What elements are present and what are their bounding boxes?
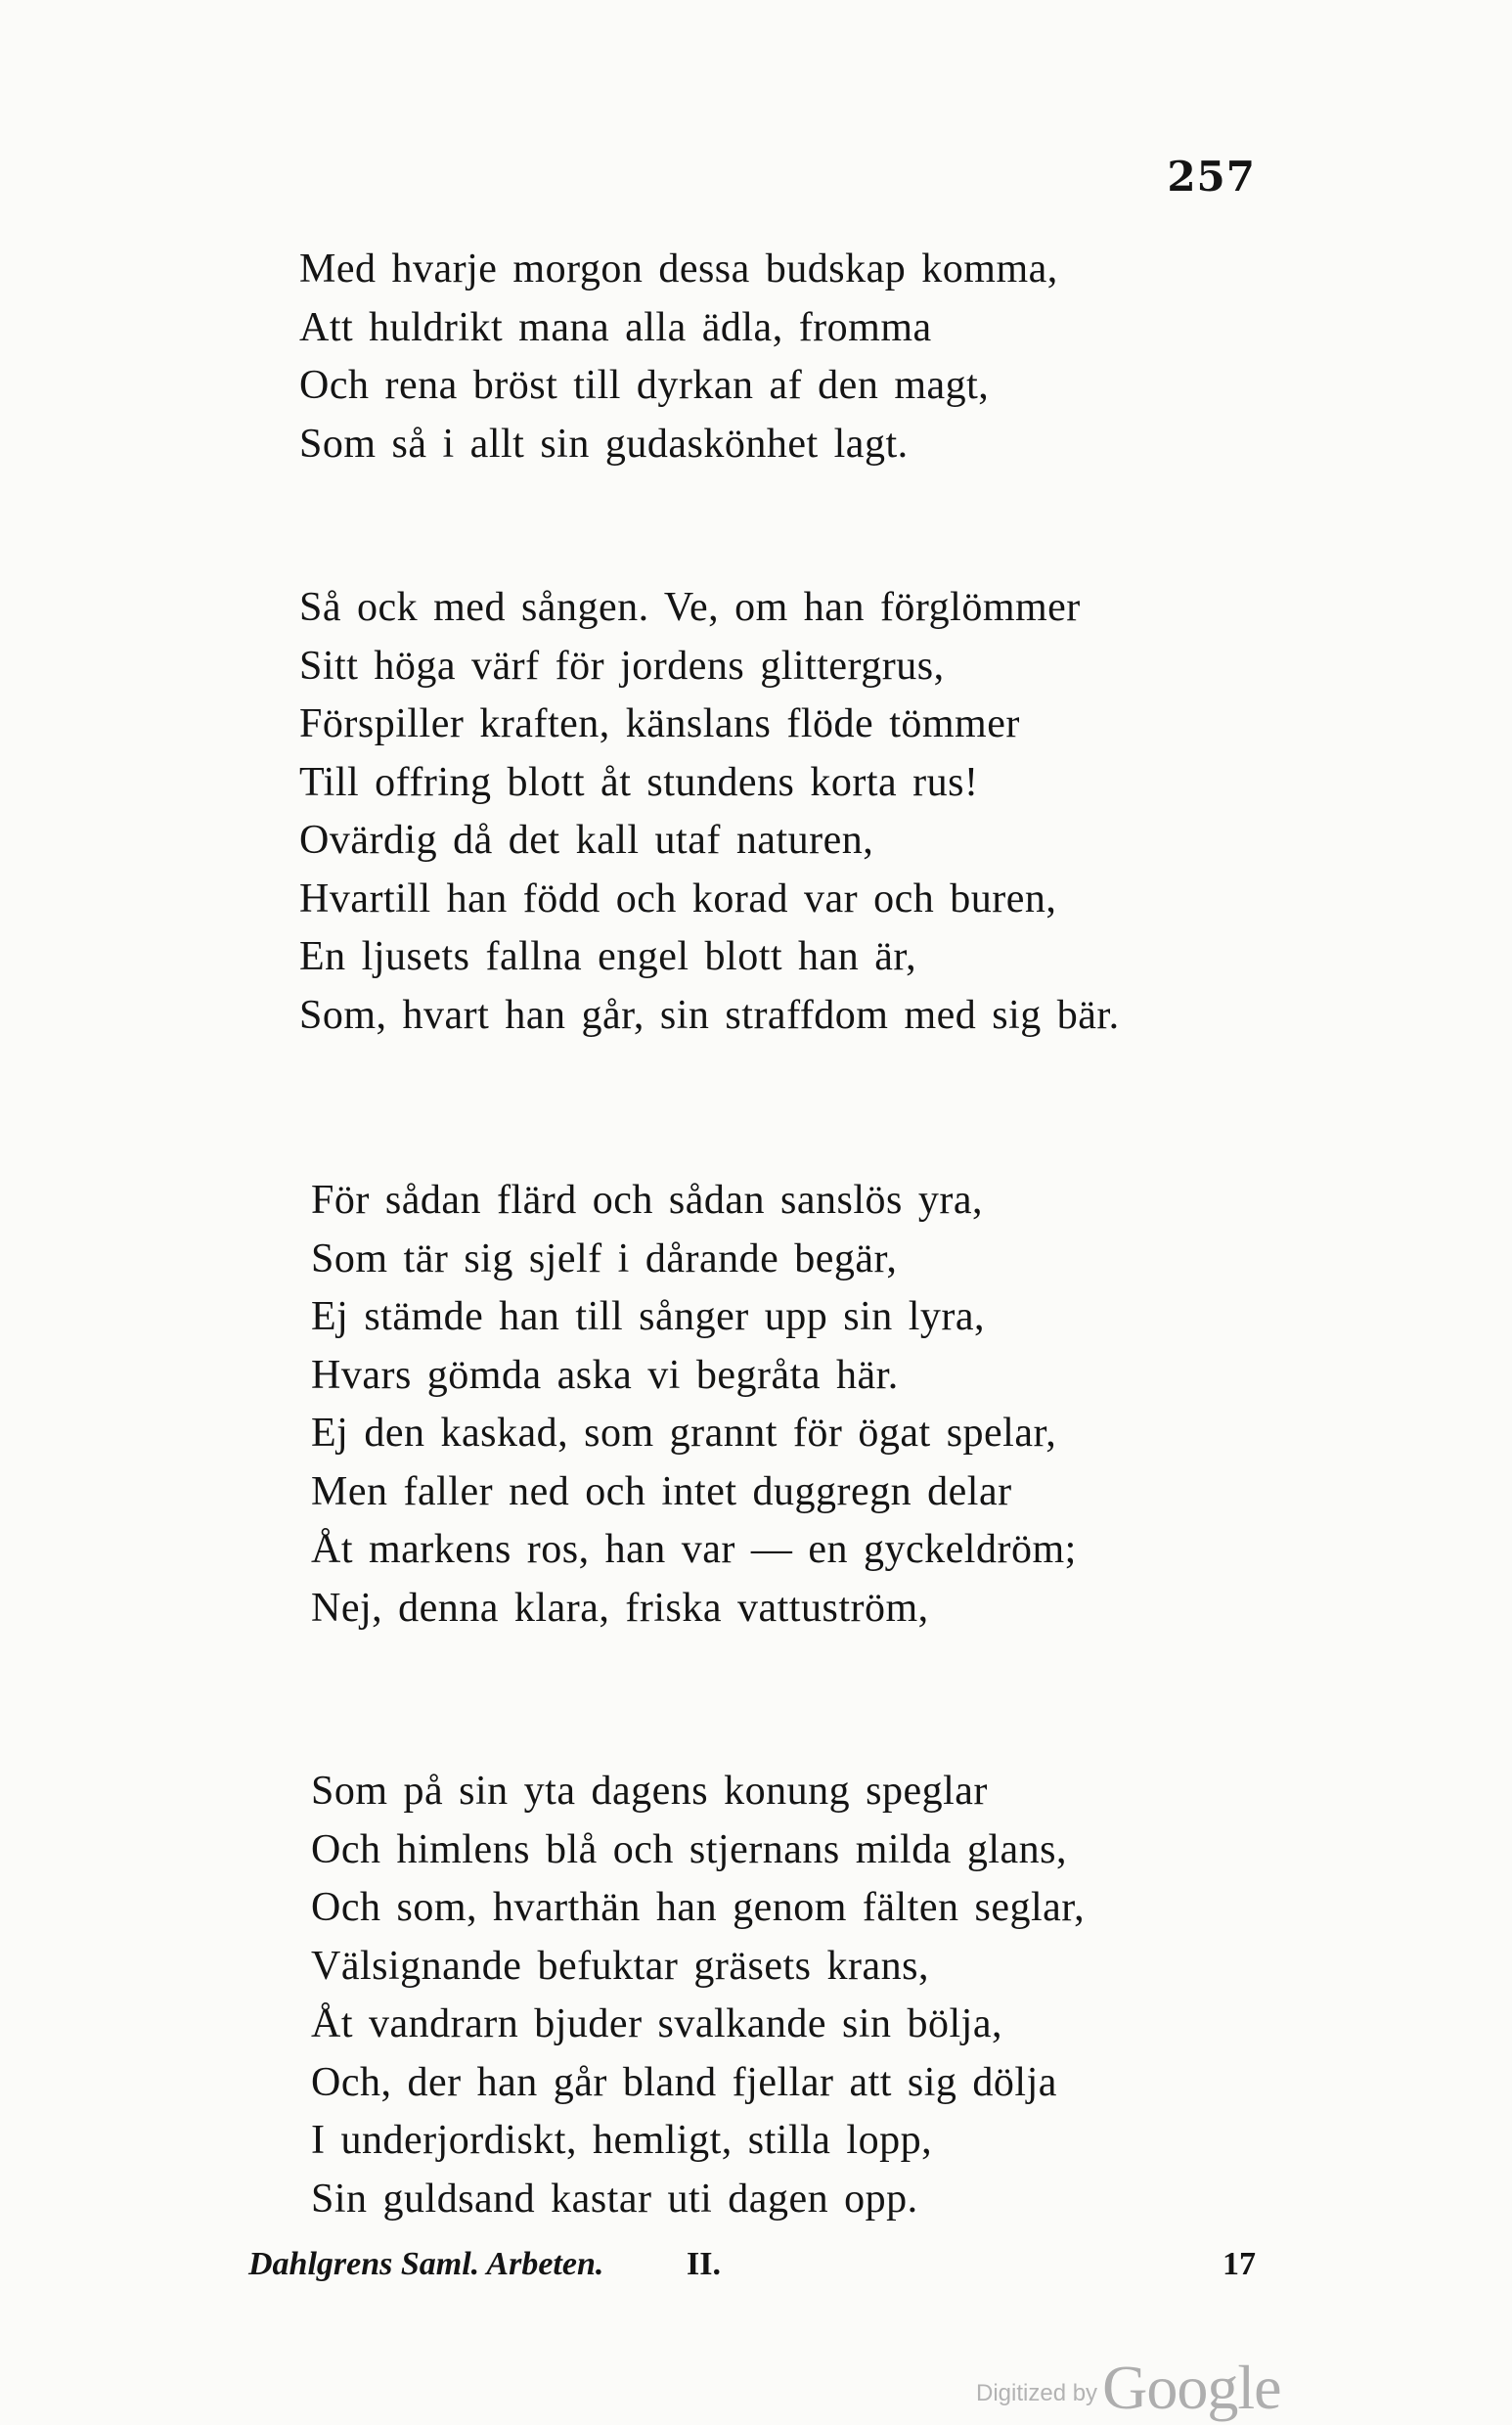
poem-line: Hvartill han född och korad var och buren, (299, 876, 1057, 921)
poem-line: Med hvarje morgon dessa budskap komma, (299, 247, 1058, 292)
footer-volume: II. (687, 2246, 721, 2282)
poem-line: Ovärdig då det kall utaf naturen, (299, 818, 874, 863)
page-footer (248, 2246, 1256, 2295)
poem-line: Att huldrikt mana alla ädla, fromma (299, 304, 932, 350)
stanza-3 (311, 1172, 1289, 1638)
footer-signature: Dahlgrens Saml. Arbeten. (248, 2246, 604, 2282)
poem-line: Och, der han går bland fjellar att sig dölja (311, 2059, 1057, 2105)
stanza-2 (299, 579, 1277, 1045)
poem-line: Så ock med sången. Ve, om han förglömmer (299, 585, 1081, 630)
poem-line: Hvars gömda aska vi begråta här. (311, 1352, 899, 1398)
poem-line: I underjordiskt, hemligt, stilla lopp, (311, 2118, 933, 2163)
poem-line: Och himlens blå och stjernans milda glans, (311, 1826, 1068, 1872)
page-number: 257 (1167, 153, 1256, 201)
poem-line: Åt vandrarn bjuder svalkande sin bölja, (311, 2001, 1002, 2046)
watermark-brand: Google (1102, 2353, 1281, 2422)
poem-line: Som tär sig sjelf i dårande begär, (311, 1235, 898, 1281)
poem-line: Förspiller kraften, känslans flöde tömmer (299, 701, 1020, 746)
signature-mark: 17 (1223, 2246, 1256, 2282)
poem-line: För sådan flärd och sådan sanslös yra, (311, 1178, 983, 1223)
poem-line: Sitt höga värf för jordens glittergrus, (299, 643, 945, 689)
poem-line: Välsignande befuktar gräsets krans, (311, 1943, 929, 1989)
poem-line: Åt markens ros, han var — en gyckeldröm; (311, 1527, 1077, 1572)
poem-line: Och rena bröst till dyrkan af den magt, (299, 363, 990, 408)
poem-line: Nej, denna klara, friska vattuström, (311, 1585, 929, 1631)
poem-line: Ej stämde han till sånger upp sin lyra, (311, 1294, 986, 1339)
poem-line: Och som, hvarthän han genom fälten seglar, (311, 1885, 1086, 1930)
poem-line: Till offring blott åt stundens korta rus! (299, 759, 979, 805)
poem-line: Som på sin yta dagens konung speglar (311, 1769, 988, 1814)
poem-line: Som, hvart han går, sin straffdom med sig bär. (299, 992, 1120, 1038)
watermark-prefix: Digitized by (976, 2380, 1098, 2406)
poem-line: Sin guldsand kastar uti dagen opp. (311, 2176, 918, 2222)
poem-line: En ljusets fallna engel blott han är, (299, 934, 917, 979)
stanza-4 (311, 1763, 1289, 2228)
poem-line: Som så i allt sin gudaskönhet lagt. (299, 421, 909, 467)
stanza-1 (299, 241, 1277, 473)
poem-line: Men faller ned och intet duggregn delar (311, 1468, 1012, 1514)
digitized-watermark (976, 2352, 1281, 2424)
poem-line: Ej den kaskad, som grannt för ögat spelar, (311, 1411, 1057, 1456)
